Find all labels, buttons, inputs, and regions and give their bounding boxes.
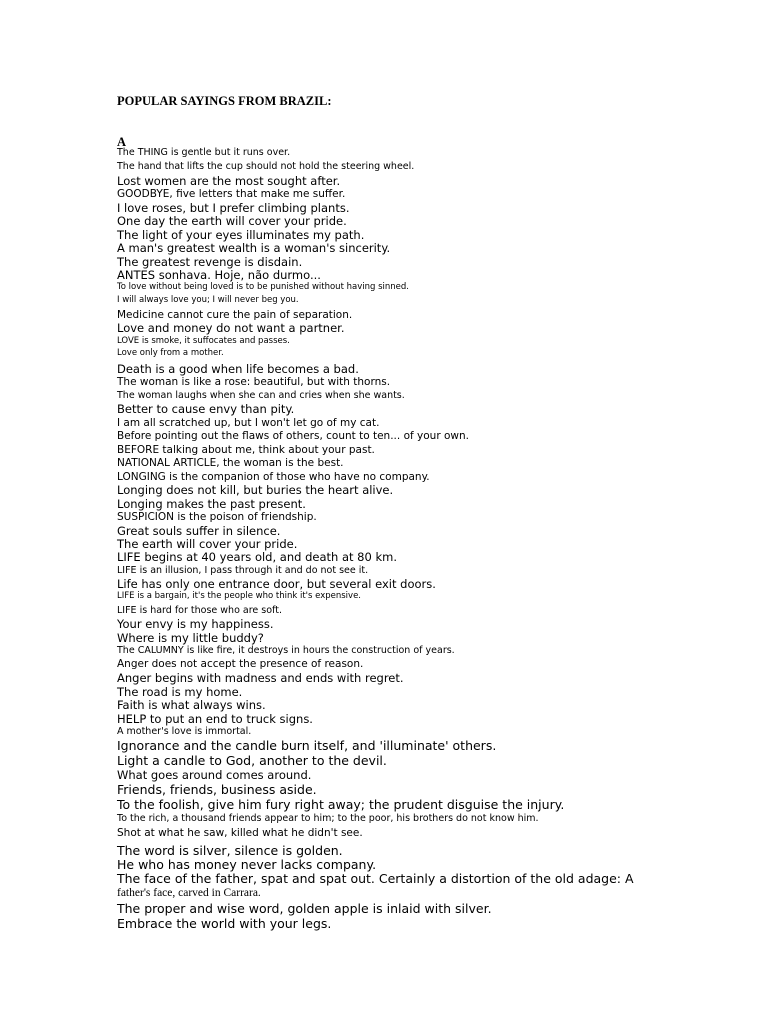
saying-line: The face of the father, spat and spat out. Certainly a distortion of the old adage: A — [117, 871, 634, 886]
saying-line: Before pointing out the flaws of others, count to ten... of your own. — [117, 430, 469, 442]
saying-line: Embrace the world with your legs. — [117, 916, 332, 931]
saying-line: One day the earth will cover your pride. — [117, 214, 347, 228]
saying-line: Life has only one entrance door, but several exit doors. — [117, 577, 436, 591]
saying-line: The light of your eyes illuminates my path. — [117, 228, 365, 242]
saying-line: The road is my home. — [117, 685, 243, 699]
saying-line: I love roses, but I prefer climbing plants. — [117, 201, 350, 215]
page-title: POPULAR SAYINGS FROM BRAZIL: — [117, 94, 332, 108]
saying-line: The hand that lifts the cup should not hold the steering wheel. — [117, 161, 415, 172]
saying-line: I am all scratched up, but I won't let go of my cat. — [117, 417, 380, 429]
saying-line: BEFORE talking about me, think about your past. — [117, 444, 375, 456]
saying-line: father's face, carved in Carrara. — [117, 887, 261, 899]
saying-line: Your envy is my happiness. — [117, 617, 274, 631]
saying-line: Anger begins with madness and ends with regret. — [117, 671, 404, 685]
saying-line: Longing does not kill, but buries the heart alive. — [117, 483, 394, 497]
saying-line: LIFE is hard for those who are soft. — [117, 605, 282, 616]
saying-line: GOODBYE, five letters that make me suffer. — [117, 188, 346, 200]
saying-line: Light a candle to God, another to the devil. — [117, 753, 387, 768]
saying-line: Lost women are the most sought after. — [117, 174, 341, 188]
saying-line: SUSPICION is the poison of friendship. — [117, 511, 317, 523]
saying-line: Ignorance and the candle burn itself, and 'illuminate' others. — [117, 738, 497, 753]
saying-line: A man's greatest wealth is a woman's sincerity. — [117, 241, 391, 255]
saying-line: The earth will cover your pride. — [117, 537, 298, 551]
saying-line: The woman laughs when she can and cries when she wants. — [117, 390, 405, 401]
saying-line: Shot at what he saw, killed what he didn't see. — [117, 827, 363, 839]
saying-line: The greatest revenge is disdain. — [117, 255, 303, 269]
saying-line: The CALUMNY is like fire, it destroys in hours the construction of years. — [117, 645, 455, 656]
saying-line: The proper and wise word, golden apple is inlaid with silver. — [117, 901, 492, 916]
saying-line: To love without being loved is to be punished without having sinned. — [117, 282, 409, 292]
saying-line: The word is silver, silence is golden. — [117, 843, 343, 858]
saying-line: ANTES sonhava. Hoje, não durmo... — [117, 268, 321, 282]
saying-line: LIFE begins at 40 years old, and death at 80 km. — [117, 550, 397, 564]
saying-line: Better to cause envy than pity. — [117, 402, 295, 416]
saying-line: Longing makes the past present. — [117, 497, 306, 511]
saying-line: The THING is gentle but it runs over. — [117, 147, 291, 158]
saying-line: Great souls suffer in silence. — [117, 524, 281, 538]
saying-line: What goes around comes around. — [117, 768, 312, 782]
saying-line: I will always love you; I will never beg you. — [117, 295, 299, 305]
saying-line: Friends, friends, business aside. — [117, 782, 317, 797]
saying-line: HELP to put an end to truck signs. — [117, 712, 313, 726]
saying-line: The woman is like a rose: beautiful, but with thorns. — [117, 376, 391, 388]
saying-line: LOVE is smoke, it suffocates and passes. — [117, 336, 290, 346]
saying-line: He who has money never lacks company. — [117, 857, 377, 872]
saying-line: Anger does not accept the presence of reason. — [117, 658, 364, 670]
saying-line: LONGING is the companion of those who have no company. — [117, 471, 430, 483]
saying-line: Death is a good when life becomes a bad. — [117, 362, 359, 376]
saying-line: To the rich, a thousand friends appear to him; to the poor, his brothers do not know him. — [117, 813, 539, 824]
saying-line: NATIONAL ARTICLE, the woman is the best. — [117, 457, 344, 469]
saying-line: LIFE is a bargain, it's the people who think it's expensive. — [117, 591, 362, 601]
saying-line: A mother's love is immortal. — [117, 726, 252, 737]
saying-line: LIFE is an illusion, I pass through it and do not see it. — [117, 565, 369, 576]
saying-line: Faith is what always wins. — [117, 698, 266, 712]
saying-line: Love only from a mother. — [117, 348, 224, 358]
saying-line: Love and money do not want a partner. — [117, 321, 345, 335]
section-letter: A — [117, 135, 127, 149]
saying-line: To the foolish, give him fury right away; the prudent disguise the injury. — [117, 797, 565, 812]
saying-line: Where is my little buddy? — [117, 631, 264, 645]
saying-line: Medicine cannot cure the pain of separation. — [117, 309, 353, 321]
